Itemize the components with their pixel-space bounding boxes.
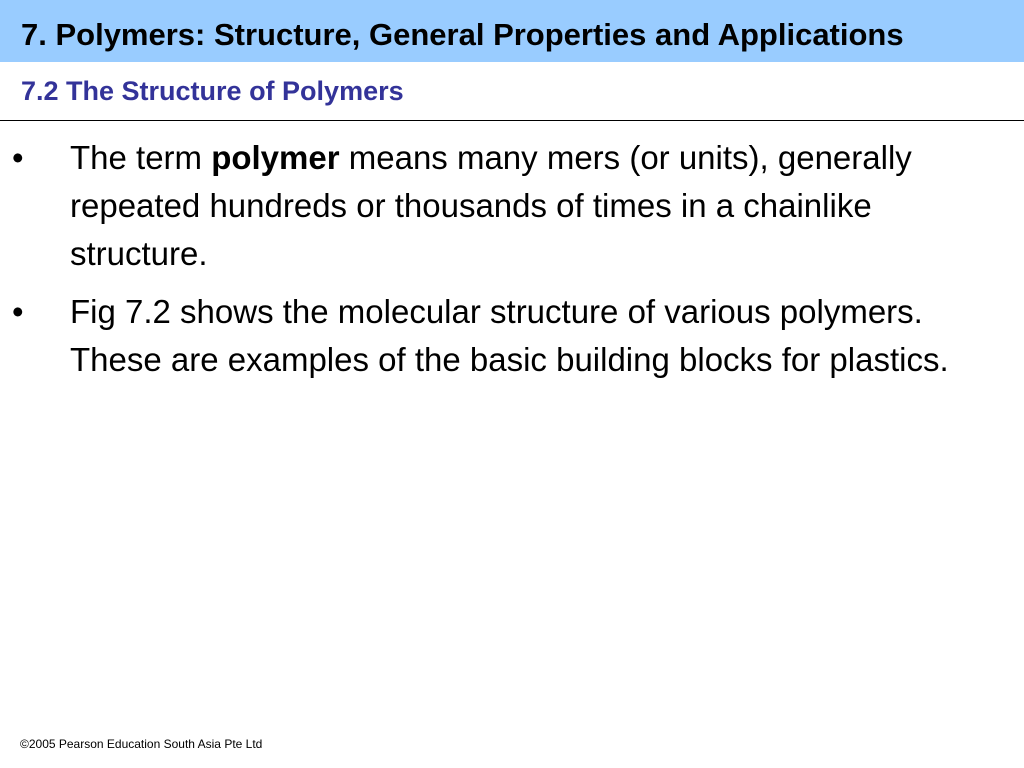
title-bar bbox=[0, 0, 1024, 62]
slide-title: 7. Polymers: Structure, General Properties and Applications bbox=[21, 17, 904, 52]
bullet-text-after: means many mers (or units), generally repeated hundreds or thousands of times in a chainlike structure. bbox=[70, 139, 912, 272]
bullet-item bbox=[0, 288, 1024, 384]
bullet-marker: • bbox=[12, 293, 24, 330]
divider-line bbox=[0, 120, 1024, 121]
bullet-text-before: The term bbox=[70, 139, 212, 176]
bullet-text: Fig 7.2 shows the molecular structure of various polymers. These are examples of the basic building blocks for plastics. bbox=[70, 293, 949, 378]
bullet-marker: • bbox=[12, 139, 24, 176]
copyright-footer: ©2005 Pearson Education South Asia Pte Ltd bbox=[20, 737, 263, 751]
section-heading: 7.2 The Structure of Polymers bbox=[21, 76, 404, 106]
bullet-item bbox=[0, 134, 1024, 278]
bullet-list bbox=[0, 134, 1024, 394]
bullet-text-bold: polymer bbox=[211, 139, 340, 176]
